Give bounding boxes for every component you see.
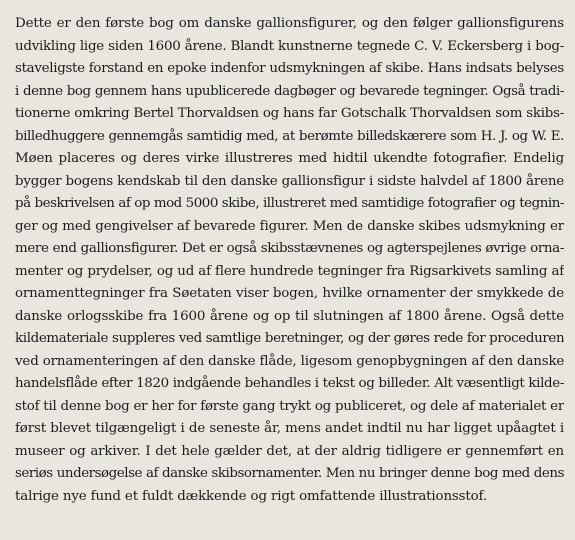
text-line: i denne bog gennem hans upublicerede dagbøger og bevarede tegninger. Også tradi- (15, 83, 564, 99)
text-line: seriøs undersøgelse af danske skibsornamenter. Men nu bringer denne bog med dens (15, 466, 564, 481)
text-line: Møen placeres og deres virke illustreres med hidtil ukendte fotografier. Endelig (15, 151, 564, 166)
text-line-last: talrige nye fund et fuldt dækkende og rigt omfattende illustrationsstof. (15, 488, 487, 504)
text-line: museer og arkiver. I det hele gælder det, at der aldrig tidligere er gennemført en (15, 443, 564, 459)
text-line: på beskrivelsen af op mod 5000 skibe, illustreret med samtidige fotografier og tegnin- (15, 196, 564, 211)
text-line: Dette er den første bog om danske gallionsfigurer, og den følger gallionsfigurens (15, 16, 564, 31)
text-line: ornamenttegninger fra Søetaten viser bogen, hvilke ornamenter der smykkede de (15, 286, 564, 301)
text-line: stof til denne bog er her for første gang trykt og publiceret, og dele af materialet er (15, 398, 564, 414)
text-line: kildemateriale suppleres ved samtlige beretninger, og der gøres rede for proceduren (15, 331, 564, 346)
text-line: handelsflåde efter 1820 indgående behandles i tekst og billeder. Alt væsentligt kilde- (15, 376, 564, 391)
text-line: billedhuggere gennemgås samtidig med, at berømte billedskærere som H. J. og W. E. (15, 128, 564, 144)
text-line: menter og prydelser, og ud af flere hundrede tegninger fra Rigsarkivets samling af (15, 263, 564, 279)
text-line: mere end gallionsfigurer. Det er også skibsstævnenes og agterspejlenes øvrige orna- (15, 241, 564, 256)
text-line: først blevet tilgængeligt i de seneste år, mens andet indtil nu har ligget upåagtet i (15, 421, 564, 436)
text-line: danske orlogsskibe fra 1600 årene og op til slutningen af 1800 årene. Også dette (15, 308, 564, 324)
text-line: ger og med gengivelser af bevarede figurer. Men de danske skibes udsmykning er (15, 218, 564, 234)
text-line: bygger bogens kendskab til den danske gallionsfigur i sidste halvdel af 1800 årene (15, 173, 564, 189)
text-line: staveligste forstand en epoke indenfor udsmykningen af skibe. Hans indsats belyses (15, 61, 564, 76)
text-line: ved ornamenteringen af den danske flåde, ligesom genopbygningen af den danske (15, 353, 564, 369)
text-line: udvikling lige siden 1600 årene. Blandt kunstnerne tegnede C. V. Eckersberg i bog- (15, 38, 564, 54)
body-paragraph (15, 13, 564, 508)
text-line: tionerne omkring Bertel Thorvaldsen og hans far Gotschalk Thorvaldsen som skibs- (15, 106, 564, 121)
